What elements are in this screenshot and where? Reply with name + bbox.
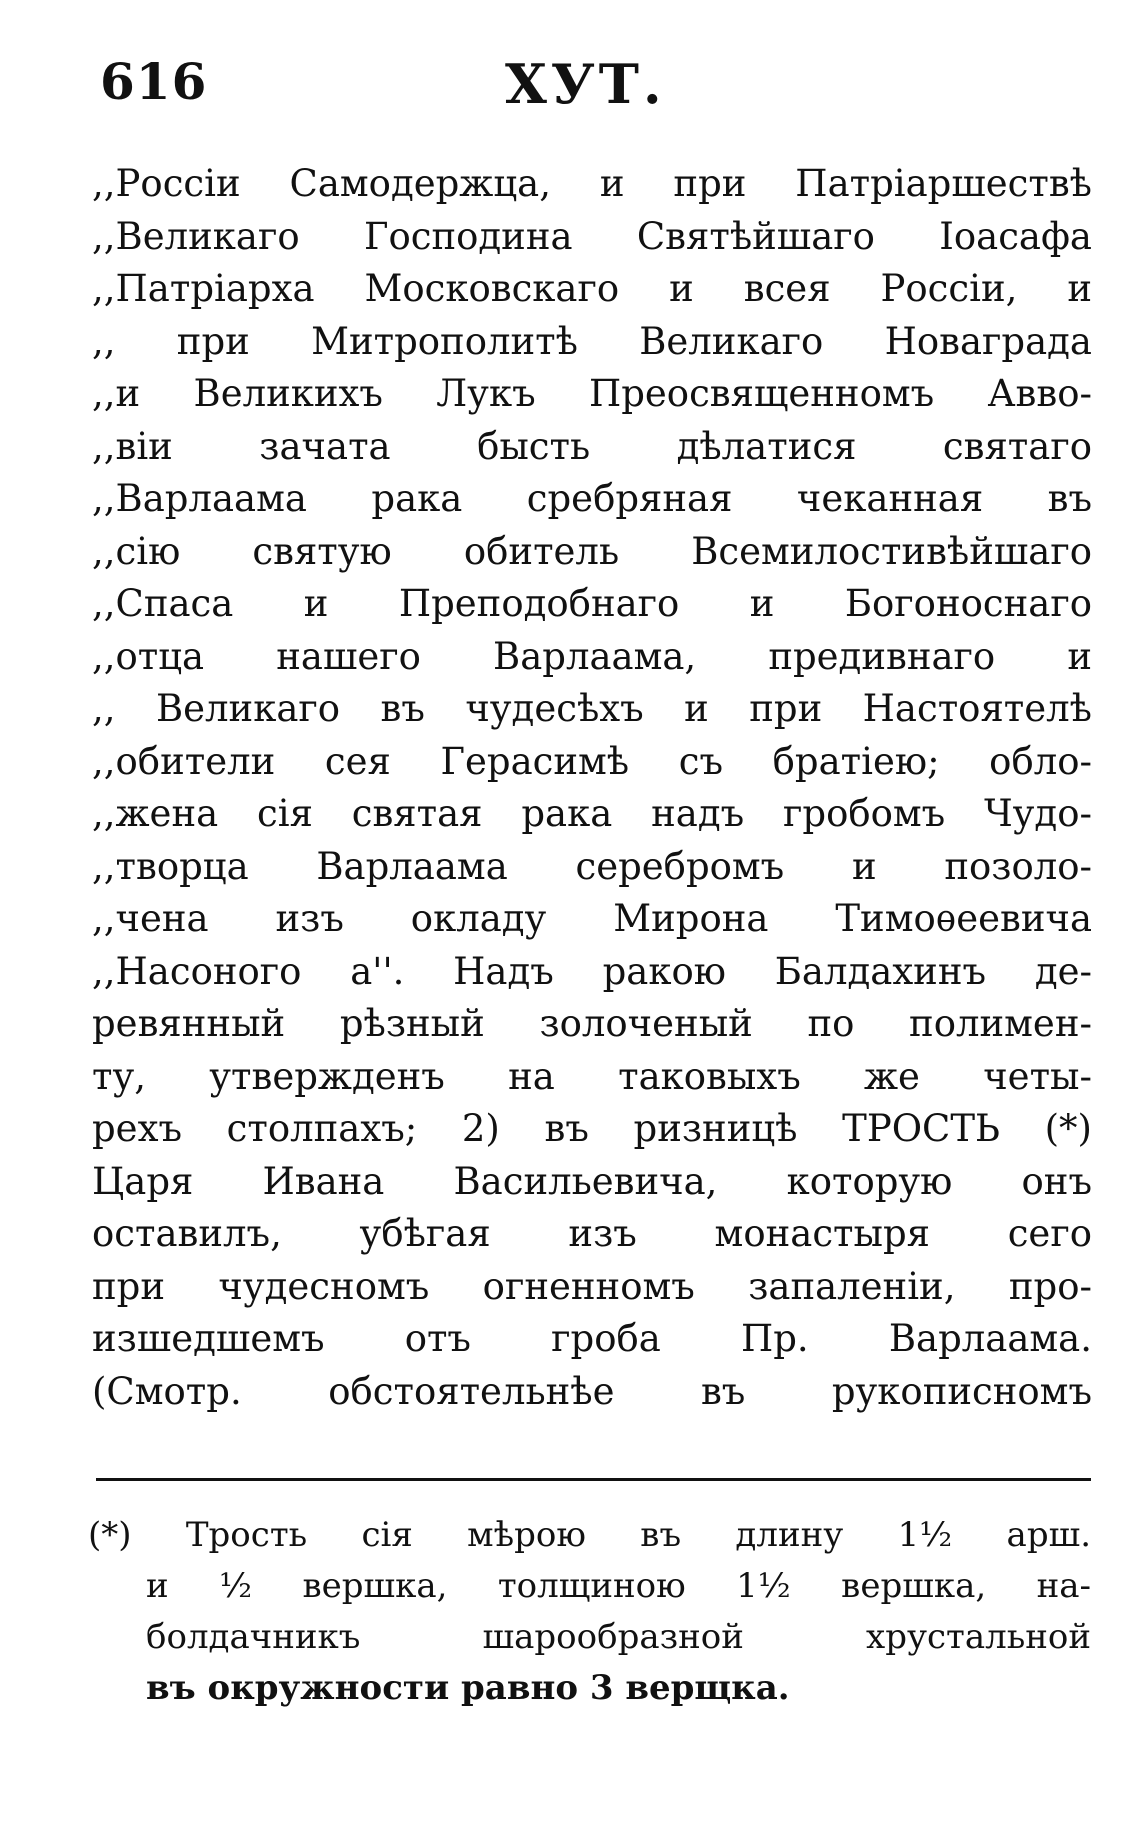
text-line: ,,Великаго Господина Святѣйшаго Іоасафа (92, 214, 1092, 258)
text-line: ,,сію святую обитель Всемилостивѣйшаго (92, 529, 1092, 573)
footnote-line: (*) Трость сія мѣрою въ длину 1½ арш. (88, 1515, 1091, 1555)
text-line: ту, утвержденъ на таковыхъ же четы- (92, 1054, 1092, 1098)
text-line: ,,Варлаама рака сребряная чеканная въ (92, 477, 1092, 520)
text-line: ,,обители сея Герасимѣ съ братіею; обло- (92, 739, 1092, 783)
running-head: ХУТ. (505, 52, 666, 116)
text-line: ревянный рѣзный золоченый по полимен- (92, 1002, 1092, 1045)
text-line: ,,Спаса и Преподобнаго и Богоноснаго (92, 582, 1092, 625)
footnote-rule (96, 1478, 1091, 1481)
text-line: оставилъ, убѣгая изъ монастыря сего (92, 1212, 1092, 1255)
text-line: ,,чена изъ окладу Мирона Тимоѳеевича (92, 897, 1092, 940)
body-text (92, 158, 1092, 1418)
text-line: ,,жена сія святая рака надъ гробомъ Чудо- (92, 792, 1092, 835)
footnote (88, 1510, 1091, 1714)
text-line: ,,Россіи Самодержца, и при Патріаршествѣ (92, 162, 1092, 205)
text-line: ,,Насоного а''. Надъ ракою Балдахинъ де- (92, 949, 1092, 993)
text-line: ,,и Великихъ Лукъ Преосвященномъ Авво- (92, 372, 1092, 415)
text-line: ,, при Митрополитѣ Великаго Новаграда (92, 319, 1092, 363)
text-line: изшедшемъ отъ гроба Пр. Варлаама. (92, 1317, 1092, 1360)
text-line: при чудесномъ огненномъ запаленіи, про- (92, 1264, 1092, 1308)
text-line: (Смотр. обстоятельнѣе въ рукописномъ (92, 1369, 1092, 1413)
text-line: ,,віи зачата бысть дѣлатися святаго (92, 424, 1092, 468)
footnote-line: болдачникъ шарообразной хрустальной (146, 1617, 1091, 1657)
text-line: Царя Ивана Васильевича, которую онъ (92, 1159, 1092, 1203)
text-line: ,,творца Варлаама серебромъ и позоло- (92, 844, 1092, 888)
page-header (100, 52, 1090, 132)
text-line: ,, Великаго въ чудесѣхъ и при Настоятелѣ (92, 687, 1092, 730)
page-number: 616 (100, 52, 208, 111)
text-line: ,,отца нашего Варлаама, предивнаго и (92, 634, 1092, 678)
footnote-line: и ½ вершка, толщиною 1½ вершка, на- (146, 1566, 1091, 1606)
footnote-line: въ окружности равно 3 верщка. (146, 1668, 790, 1708)
text-line: рехъ столпахъ; 2) въ ризницѣ ТРОСТЬ (*) (92, 1107, 1092, 1150)
text-line: ,,Патріарха Московскаго и всея Россіи, и (92, 267, 1092, 310)
